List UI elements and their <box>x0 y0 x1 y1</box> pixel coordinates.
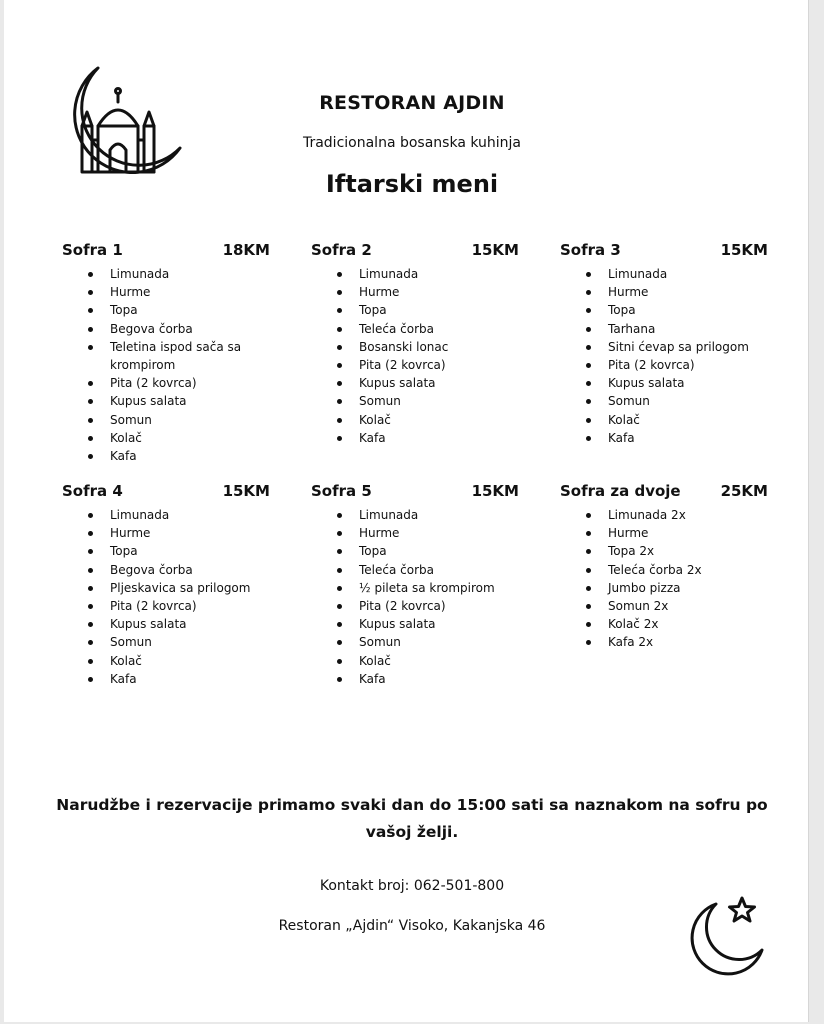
menu-item: Pita (2 kovrca) <box>110 374 270 392</box>
menu-name: Sofra 1 <box>62 241 123 259</box>
menu-item: Limunada <box>608 265 768 283</box>
menu-item: Limunada <box>359 506 519 524</box>
menu-item: Kolač <box>110 652 270 670</box>
menu-item: Begova čorba <box>110 320 270 338</box>
menu-name: Sofra 4 <box>62 482 123 500</box>
menu-item: Hurme <box>359 524 519 542</box>
menu-item: Hurme <box>359 283 519 301</box>
menu-item: Kafa <box>110 447 270 465</box>
menu-block-sofra-za-dvoje <box>560 482 768 652</box>
menu-item: Somun <box>608 392 768 410</box>
menu-name: Sofra za dvoje <box>560 482 681 500</box>
menu-block-sofra-4 <box>62 482 270 688</box>
menu-price: 15KM <box>720 241 768 259</box>
menu-item: Teleća čorba <box>359 320 519 338</box>
menu-item: Kupus salata <box>359 374 519 392</box>
menu-item: Limunada <box>110 265 270 283</box>
menu-block-sofra-3 <box>560 241 768 447</box>
menu-price: 15KM <box>471 241 519 259</box>
menu-item: Hurme <box>608 524 768 542</box>
menu-item: Hurme <box>110 524 270 542</box>
menu-item: Somun <box>110 411 270 429</box>
restaurant-address: Restoran „Ajdin“ Visoko, Kakanjska 46 <box>278 918 546 934</box>
menu-item: Kolač <box>359 652 519 670</box>
menu-heading: Iftarski meni <box>325 170 499 198</box>
menu-item: Pita (2 kovrca) <box>608 356 768 374</box>
menu-item: Begova čorba <box>110 561 270 579</box>
menu-item: Topa <box>608 301 768 319</box>
menu-name: Sofra 3 <box>560 241 621 259</box>
menu-item: Topa <box>359 301 519 319</box>
menu-block-sofra-1 <box>62 241 270 465</box>
menu-block-sofra-2 <box>311 241 519 447</box>
menu-item: Limunada <box>359 265 519 283</box>
menu-item: ½ pileta sa krompirom <box>359 579 519 597</box>
menu-item: Topa <box>110 301 270 319</box>
menu-item: Teleća čorba <box>359 561 519 579</box>
menu-name: Sofra 2 <box>311 241 372 259</box>
menu-item: Kolač <box>608 411 768 429</box>
menu-item: Sitni ćevap sa prilogom <box>608 338 768 356</box>
menu-block-sofra-5 <box>311 482 519 688</box>
crescent-star-icon <box>678 890 768 980</box>
menu-item: Pita (2 kovrca) <box>110 597 270 615</box>
menu-item: Teleća čorba 2x <box>608 561 768 579</box>
contact-number: Kontakt broj: 062-501-800 <box>319 878 505 894</box>
menu-item: Pita (2 kovrca) <box>359 597 519 615</box>
menu-item: Hurme <box>608 283 768 301</box>
menu-item: Teletina ispod sača sa krompirom <box>110 338 270 374</box>
menu-name: Sofra 5 <box>311 482 372 500</box>
menu-item: Topa <box>110 542 270 560</box>
menu-item: Somun <box>359 633 519 651</box>
menu-item: Kupus salata <box>110 615 270 633</box>
menu-price: 15KM <box>222 482 270 500</box>
menu-item: Kupus salata <box>359 615 519 633</box>
menu-item: Kupus salata <box>608 374 768 392</box>
menu-item: Hurme <box>110 283 270 301</box>
menu-item: Limunada 2x <box>608 506 768 524</box>
menu-item: Limunada <box>110 506 270 524</box>
menu-item: Kafa <box>608 429 768 447</box>
menu-price: 18KM <box>222 241 270 259</box>
menu-item: Kafa 2x <box>608 633 768 651</box>
menu-item: Jumbo pizza <box>608 579 768 597</box>
menu-item: Kafa <box>110 670 270 688</box>
menu-item: Topa <box>359 542 519 560</box>
menu-item: Kolač <box>110 429 270 447</box>
order-note: Narudžbe i rezervacije primamo svaki dan do 15:00 sati sa naznakom na sofru po vašoj želji. <box>56 796 768 841</box>
menu-item: Somun <box>110 633 270 651</box>
menu-price: 15KM <box>471 482 519 500</box>
menu-item: Kafa <box>359 429 519 447</box>
menu-item: Kolač <box>359 411 519 429</box>
menu-price: 25KM <box>720 482 768 500</box>
menu-item: Topa 2x <box>608 542 768 560</box>
menu-item: Kupus salata <box>110 392 270 410</box>
menu-item: Kafa <box>359 670 519 688</box>
restaurant-subtitle: Tradicionalna bosanska kuhinja <box>302 135 522 151</box>
menu-item: Pljeskavica sa prilogom <box>110 579 270 597</box>
menu-item: Somun <box>359 392 519 410</box>
menu-item: Pita (2 kovrca) <box>359 356 519 374</box>
menu-item: Somun 2x <box>608 597 768 615</box>
restaurant-title: RESTORAN AJDIN <box>319 92 505 114</box>
menu-item: Kolač 2x <box>608 615 768 633</box>
menu-item: Tarhana <box>608 320 768 338</box>
menu-item: Bosanski lonac <box>359 338 519 356</box>
